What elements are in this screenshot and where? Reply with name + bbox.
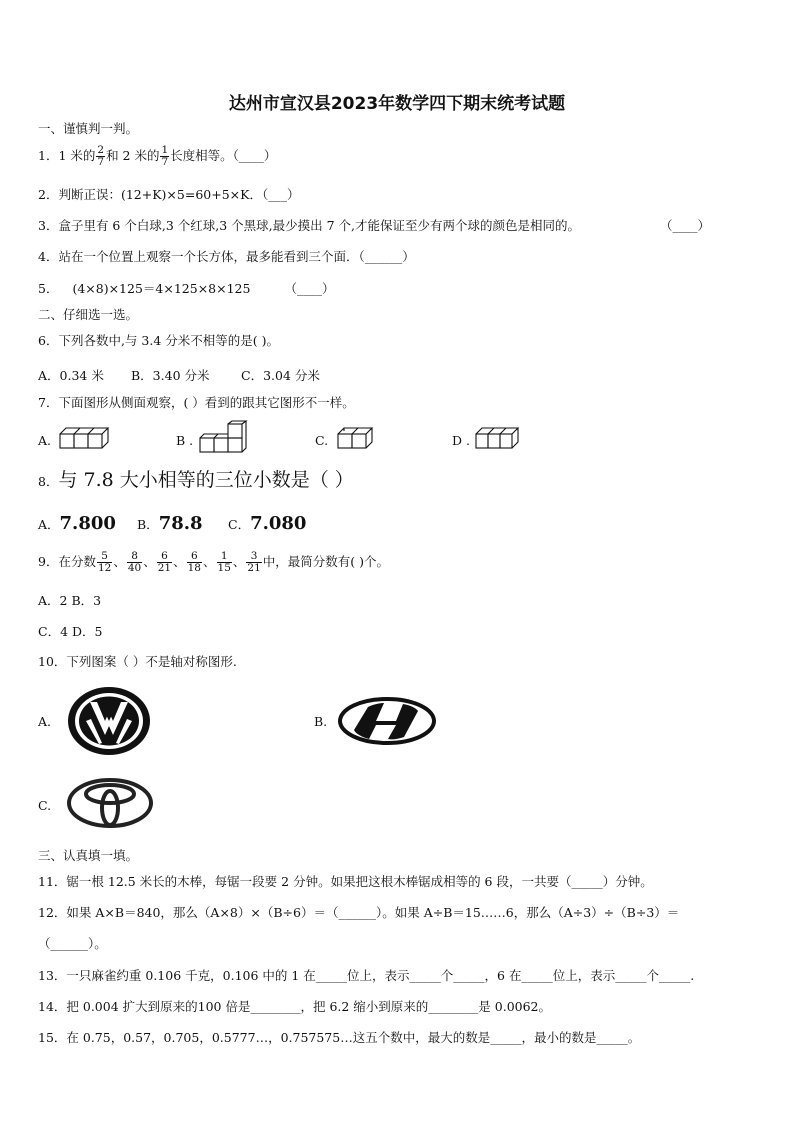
vw-logo-icon [66, 685, 152, 757]
q8-num: 8． [38, 474, 59, 489]
q9-post: 中，最简分数有( )个。 [262, 554, 390, 570]
q3-text: 3．盒子里有 6 个白球,3 个红球,3 个黑球,最少摸出 7 个,才能保证至少有两个球的颜色是相同的。 [38, 218, 580, 233]
question-13: 13．一只麻雀约重 0.106 千克，0.106 中的 1 在_____位上，表示_____个_____，6 在_____位上，表示_____个_____. [38, 968, 695, 983]
q9-fraction: $\frac{1}{15}$ [217, 550, 231, 575]
q9-fraction: $\frac{8}{40}$ [127, 550, 142, 575]
q9-fraction: $\frac{3}{21}$ [247, 550, 261, 575]
question-12-line-2: （______）。 [38, 936, 107, 951]
q6-option-a: A．0.34 米 [38, 368, 104, 383]
question-8 [38, 471, 354, 490]
q1-post: 长度相等。（____） [170, 148, 277, 164]
q3-answer-paren: （____） [660, 218, 711, 233]
q5-expr: (4×8)×125＝4×125×8×125 [72, 281, 251, 296]
q7-figure-d [474, 425, 520, 453]
q9-options-row-2: C．4 D．5 [38, 624, 103, 639]
q6-option-c: C．3.04 分米 [241, 368, 320, 383]
question-14: 14．把 0.004 扩大到原来的100 倍是________，把 6.2 缩小到原来的________是 0.0062。 [38, 999, 552, 1014]
question-4: 4．站在一个位置上观察一个长方体，最多能看到三个面．（______） [38, 249, 415, 264]
q1-mid: 和 2 米的 [106, 148, 160, 164]
q9-fraction: $\frac{5}{12}$ [97, 550, 112, 575]
q7-option-d-label: D . [452, 433, 470, 448]
q9-options-row-1: A．2 B．3 [38, 593, 102, 608]
question-15: 15．在 0.75，0.57，0.705，0.5777…，0.757575…这五个数中，最大的数是_____，最小的数是_____。 [38, 1030, 641, 1045]
q8-option-b: B．78.8 [137, 513, 203, 534]
q7-figure-c [336, 425, 380, 453]
q9-fraction: $\frac{6}{18}$ [187, 550, 201, 575]
q7-figure-a [58, 425, 112, 453]
q1-pre: 1．1 米的 [38, 148, 96, 164]
q6-option-b: B．3.40 分米 [131, 368, 210, 383]
q8-option-a: A．7.800 [38, 513, 116, 534]
q8-option-c: C．7.080 [228, 513, 307, 534]
q7-option-c-label: C. [315, 433, 329, 448]
hyundai-logo-icon [338, 697, 436, 745]
question-12-line-1: 12．如果 A×B＝840，那么（A×8）×（B÷6）＝（______）。如果 A÷B＝15……6，那么（A÷3）÷（B÷3）＝ [38, 905, 680, 920]
question-5 [38, 283, 334, 296]
q9-fraction: $\frac{6}{21}$ [157, 550, 172, 575]
section-heading-2: 二、仔细选一选。 [38, 307, 139, 322]
question-6: 6．下列各数中,与 3.4 分米不相等的是( )。 [38, 333, 279, 348]
question-11: 11．锯一根 12.5 米长的木棒，每锯一段要 2 分钟。如果把这根木棒锯成相等的 6 段，一共要（_____）分钟。 [38, 874, 653, 889]
q10-option-a-label: A. [38, 714, 52, 729]
section-heading-3: 三、认真填一填。 [38, 848, 139, 863]
q5-num: 5． [38, 281, 59, 296]
q7-figure-b [198, 420, 252, 454]
q9-pre: 9．在分数 [38, 554, 96, 570]
q1-fraction-2: $\frac{1}{7}$ [161, 144, 169, 169]
section-heading-1: 一、谨慎判一判。 [38, 121, 139, 136]
q10-option-b-label: B. [314, 714, 328, 729]
question-3 [38, 220, 580, 233]
question-10: 10．下列图案（ ）不是轴对称图形. [38, 654, 237, 669]
q10-option-c-label: C. [38, 798, 52, 813]
question-1 [38, 145, 276, 168]
q7-option-a-label: A. [38, 433, 52, 448]
question-9: 9．在分数 $\frac{5}{12}$ 、 $\frac{8}{40}$ 、 $\frac{6}{21}$ 、 $\frac{6}{18}$ 、 $\frac{1}{15}$ 、 $\frac{3}{21}$ 中，最简分数有( )个。 [38, 550, 390, 575]
question-2: 2．判断正误：(12+K)×5=60+5×K．（___） [38, 187, 300, 202]
toyota-logo-icon [66, 776, 154, 830]
q5-paren: （____） [284, 281, 335, 296]
q7-option-b-label: B . [176, 433, 194, 448]
q1-fraction-1: $\frac{2}{7}$ [97, 144, 105, 169]
page-title: 达州市宣汉县2023年数学四下期末统考试题 [228, 94, 566, 114]
question-7: 7．下面图形从侧面观察，( ）看到的跟其它图形不一样。 [38, 395, 355, 410]
q8-stem: 与 7.8 大小相等的三位小数是（ ） [58, 469, 354, 491]
